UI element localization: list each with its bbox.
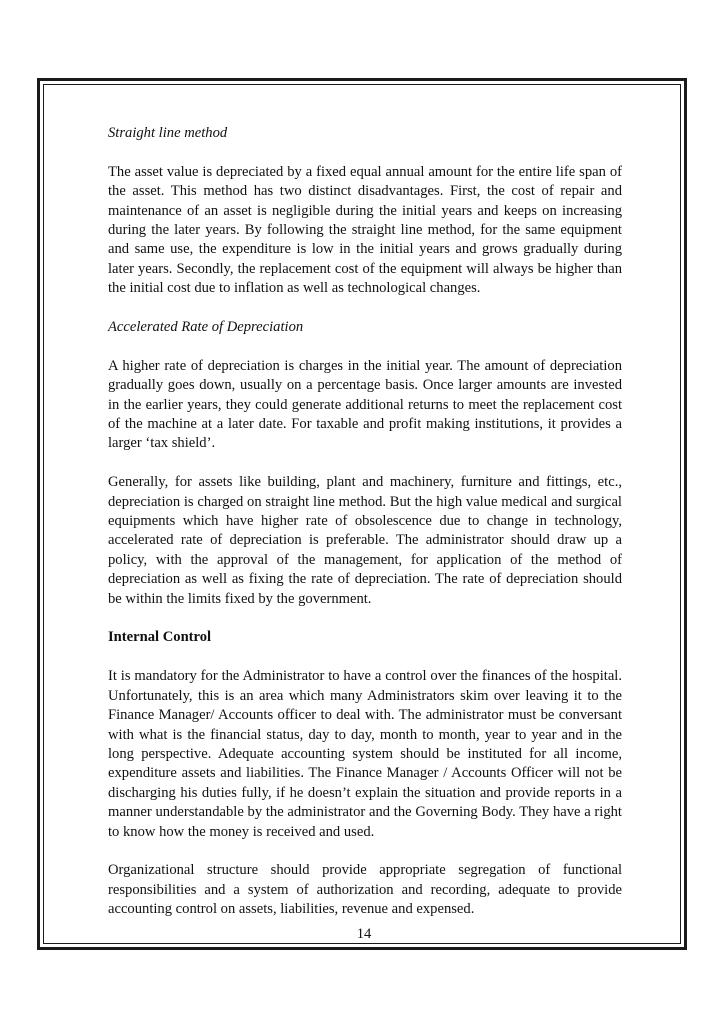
- paragraph-accelerated-2: Generally, for assets like building, plant and machinery, furniture and fittings, etc., depreciation is charged on straight line method. But the high value medical and surgical equipments which have higher rate of obsolescence due to change in technology, accelerated rate of depreciation is preferable. The administrator should draw up a policy, with the approval of the management, for application of the method of depreciation as well as fixing the rate of depreciation. The rate of depreciation should be within the limits fixed by the government.: [108, 474, 622, 607]
- paragraph-internal-control-1: It is mandatory for the Administrator to have a control over the finances of the hospital. Unfortunately, this is an area which many Administrators skim over leaving it to the Finance Manager/ Accounts officer to deal with. The administrator must be conversant with what is the financial status, day to day, month to month, year to year and in the long perspective. Adequate accounting system should be instituted for all income, expenditure assets and liabilities. The Finance Manager / Accounts Officer will not be discharging his duties fully, if he doesn’t explain the situation and provide reports in a manner understandable by the administrator and the Governing Body. They have a right to know how the money is received and used.: [108, 668, 622, 840]
- paragraph-straight-line: The asset value is depreciated by a fixed equal annual amount for the entire life span of the asset. This method has two distinct disadvantages. First, the cost of repair and maintenance of an asset is negligible during the initial years and keeps on increasing during the later years. By following the straight line method, for the same equipment and same use, the expenditure is low in the initial years and grows gradually during later years. Secondly, the replacement cost of the equipment will always be higher than the initial cost due to inflation as well as technological changes.: [108, 163, 622, 297]
- page-number: 14: [356, 926, 372, 942]
- heading-internal-control: Internal Control: [108, 629, 212, 646]
- paragraph-internal-control-2: Organizational structure should provide appropriate segregation of functional responsibilities and a system of authorization and recording, adequate to provide accounting control on assets, liabilities, revenue and expensed.: [108, 862, 622, 918]
- paragraph-accelerated-1: A higher rate of depreciation is charges in the initial year. The amount of depreciation gradually goes down, usually on a percentage basis. Once larger amounts are invested in the earlier years, they could generate additional returns to meet the replacement cost of the machine at a later date. For taxable and profit making institutions, it provides a larger ‘tax shield’.: [108, 357, 622, 452]
- page-content: [108, 124, 622, 939]
- heading-straight-line-method: Straight line method: [108, 125, 228, 141]
- heading-accelerated-depreciation: Accelerated Rate of Depreciation: [108, 319, 304, 336]
